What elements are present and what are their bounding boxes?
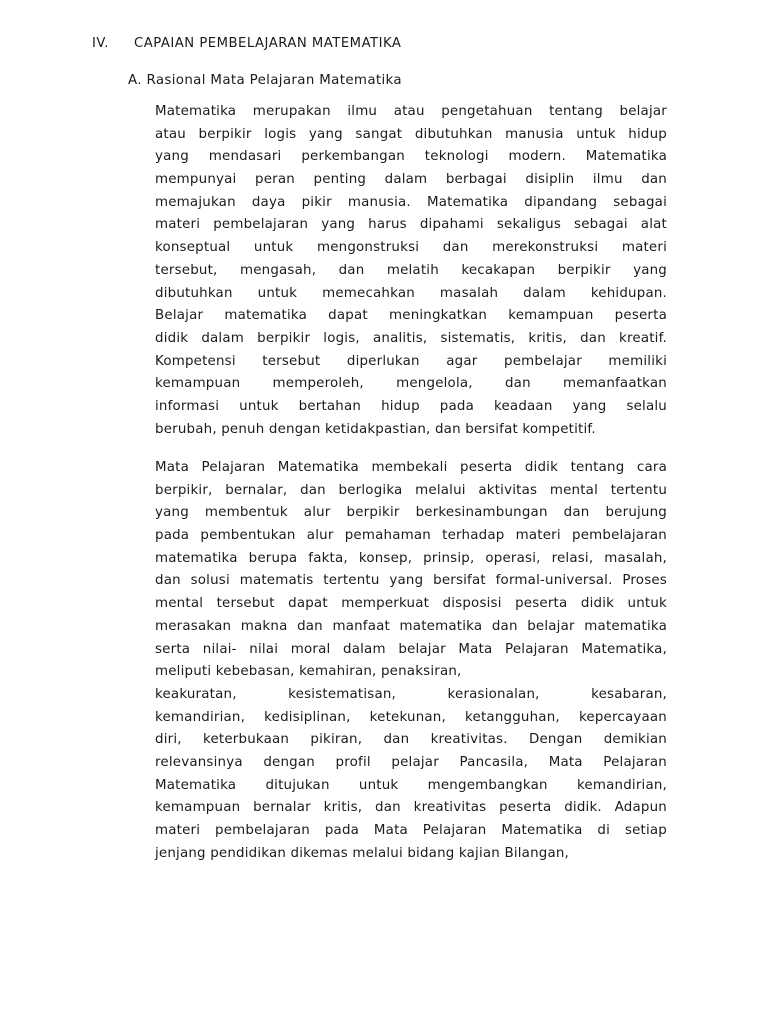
text-line: memajukan daya pikir manusia. Matematika dipandang sebagai (155, 194, 667, 210)
text-line: keakuratan, kesistematisan, kerasionalan, kesabaran, (155, 686, 667, 702)
text-line: berpikir, bernalar, dan berlogika melalui aktivitas mental tertentu (155, 482, 667, 498)
text-line: jenjang pendidikan dikemas melalui bidang kajian Bilangan, (155, 845, 570, 861)
text-line: informasi untuk bertahan hidup pada keadaan yang selalu (155, 398, 667, 414)
text-line: relevansinya dengan profil pelajar Pancasila, Mata Pelajaran (155, 754, 667, 770)
text-line: yang membentuk alur berpikir berkesinambungan dan berujung (155, 505, 667, 521)
text-line: meliputi kebebasan, kemahiran, penaksiran, (155, 664, 462, 680)
text-line: kemampuan memperoleh, mengelola, dan memanfaatkan (155, 376, 667, 392)
text-line: didik dalam berpikir logis, analitis, sistematis, kritis, dan kreatif. (155, 330, 667, 346)
text-line: matematika berupa fakta, konsep, prinsip, operasi, relasi, masalah, (155, 550, 667, 566)
text-line: mental tersebut dapat memperkuat disposisi peserta didik untuk (155, 596, 667, 612)
text-line: atau berpikir logis yang sangat dibutuhkan manusia untuk hidup (155, 126, 667, 142)
text-line: diri, keterbukaan pikiran, dan kreativitas. Dengan demikian (155, 732, 667, 748)
text-line: Mata Pelajaran Matematika membekali peserta didik tentang cara (155, 460, 667, 475)
section-number: IV. (92, 36, 109, 51)
text-line: berubah, penuh dengan ketidakpastian, dan bersifat kompetitif. (155, 421, 596, 437)
text-line: Belajar matematika dapat meningkatkan kemampuan peserta (155, 308, 667, 324)
text-line: kemampuan bernalar kritis, dan kreativitas peserta didik. Adapun (155, 800, 667, 816)
text-line: dan solusi matematis tertentu yang bersifat formal-universal. Proses (155, 573, 667, 589)
text-line: dibutuhkan untuk memecahkan masalah dalam kehidupan. (155, 285, 667, 301)
text-line: konseptual untuk mengonstruksi dan merekonstruksi materi (155, 240, 667, 256)
section-title: CAPAIAN PEMBELAJARAN MATEMATIKA (134, 36, 402, 51)
paragraph-2 (155, 457, 667, 865)
text-line: merasakan makna dan manfaat matematika dan belajar matematika (155, 618, 667, 634)
text-line: kemandirian, kedisiplinan, ketekunan, ketangguhan, kepercayaan (155, 709, 667, 725)
paragraph-1 (155, 101, 667, 441)
text-line: Matematika merupakan ilmu atau pengetahuan tentang belajar (155, 104, 667, 119)
text-line: yang mendasari perkembangan teknologi modern. Matematika (155, 149, 667, 165)
text-line: pada pembentukan alur pemahaman terhadap materi pembelajaran (155, 528, 667, 544)
text-line: materi pembelajaran yang harus dipahami sekaligus sebagai alat (155, 217, 667, 233)
subsection-heading: A. Rasional Mata Pelajaran Matematika (128, 73, 402, 88)
text-line: Matematika ditujukan untuk mengembangkan kemandirian, (155, 777, 667, 793)
text-line: Kompetensi tersebut diperlukan agar pembelajar memiliki (155, 353, 667, 369)
text-line: serta nilai- nilai moral dalam belajar Mata Pelajaran Matematika, (155, 641, 667, 657)
text-line: mempunyai peran penting dalam berbagai disiplin ilmu dan (155, 172, 667, 188)
text-line: tersebut, mengasah, dan melatih kecakapan berpikir yang (155, 262, 667, 278)
text-line: materi pembelajaran pada Mata Pelajaran Matematika di setiap (155, 823, 667, 838)
section-heading (92, 36, 401, 51)
